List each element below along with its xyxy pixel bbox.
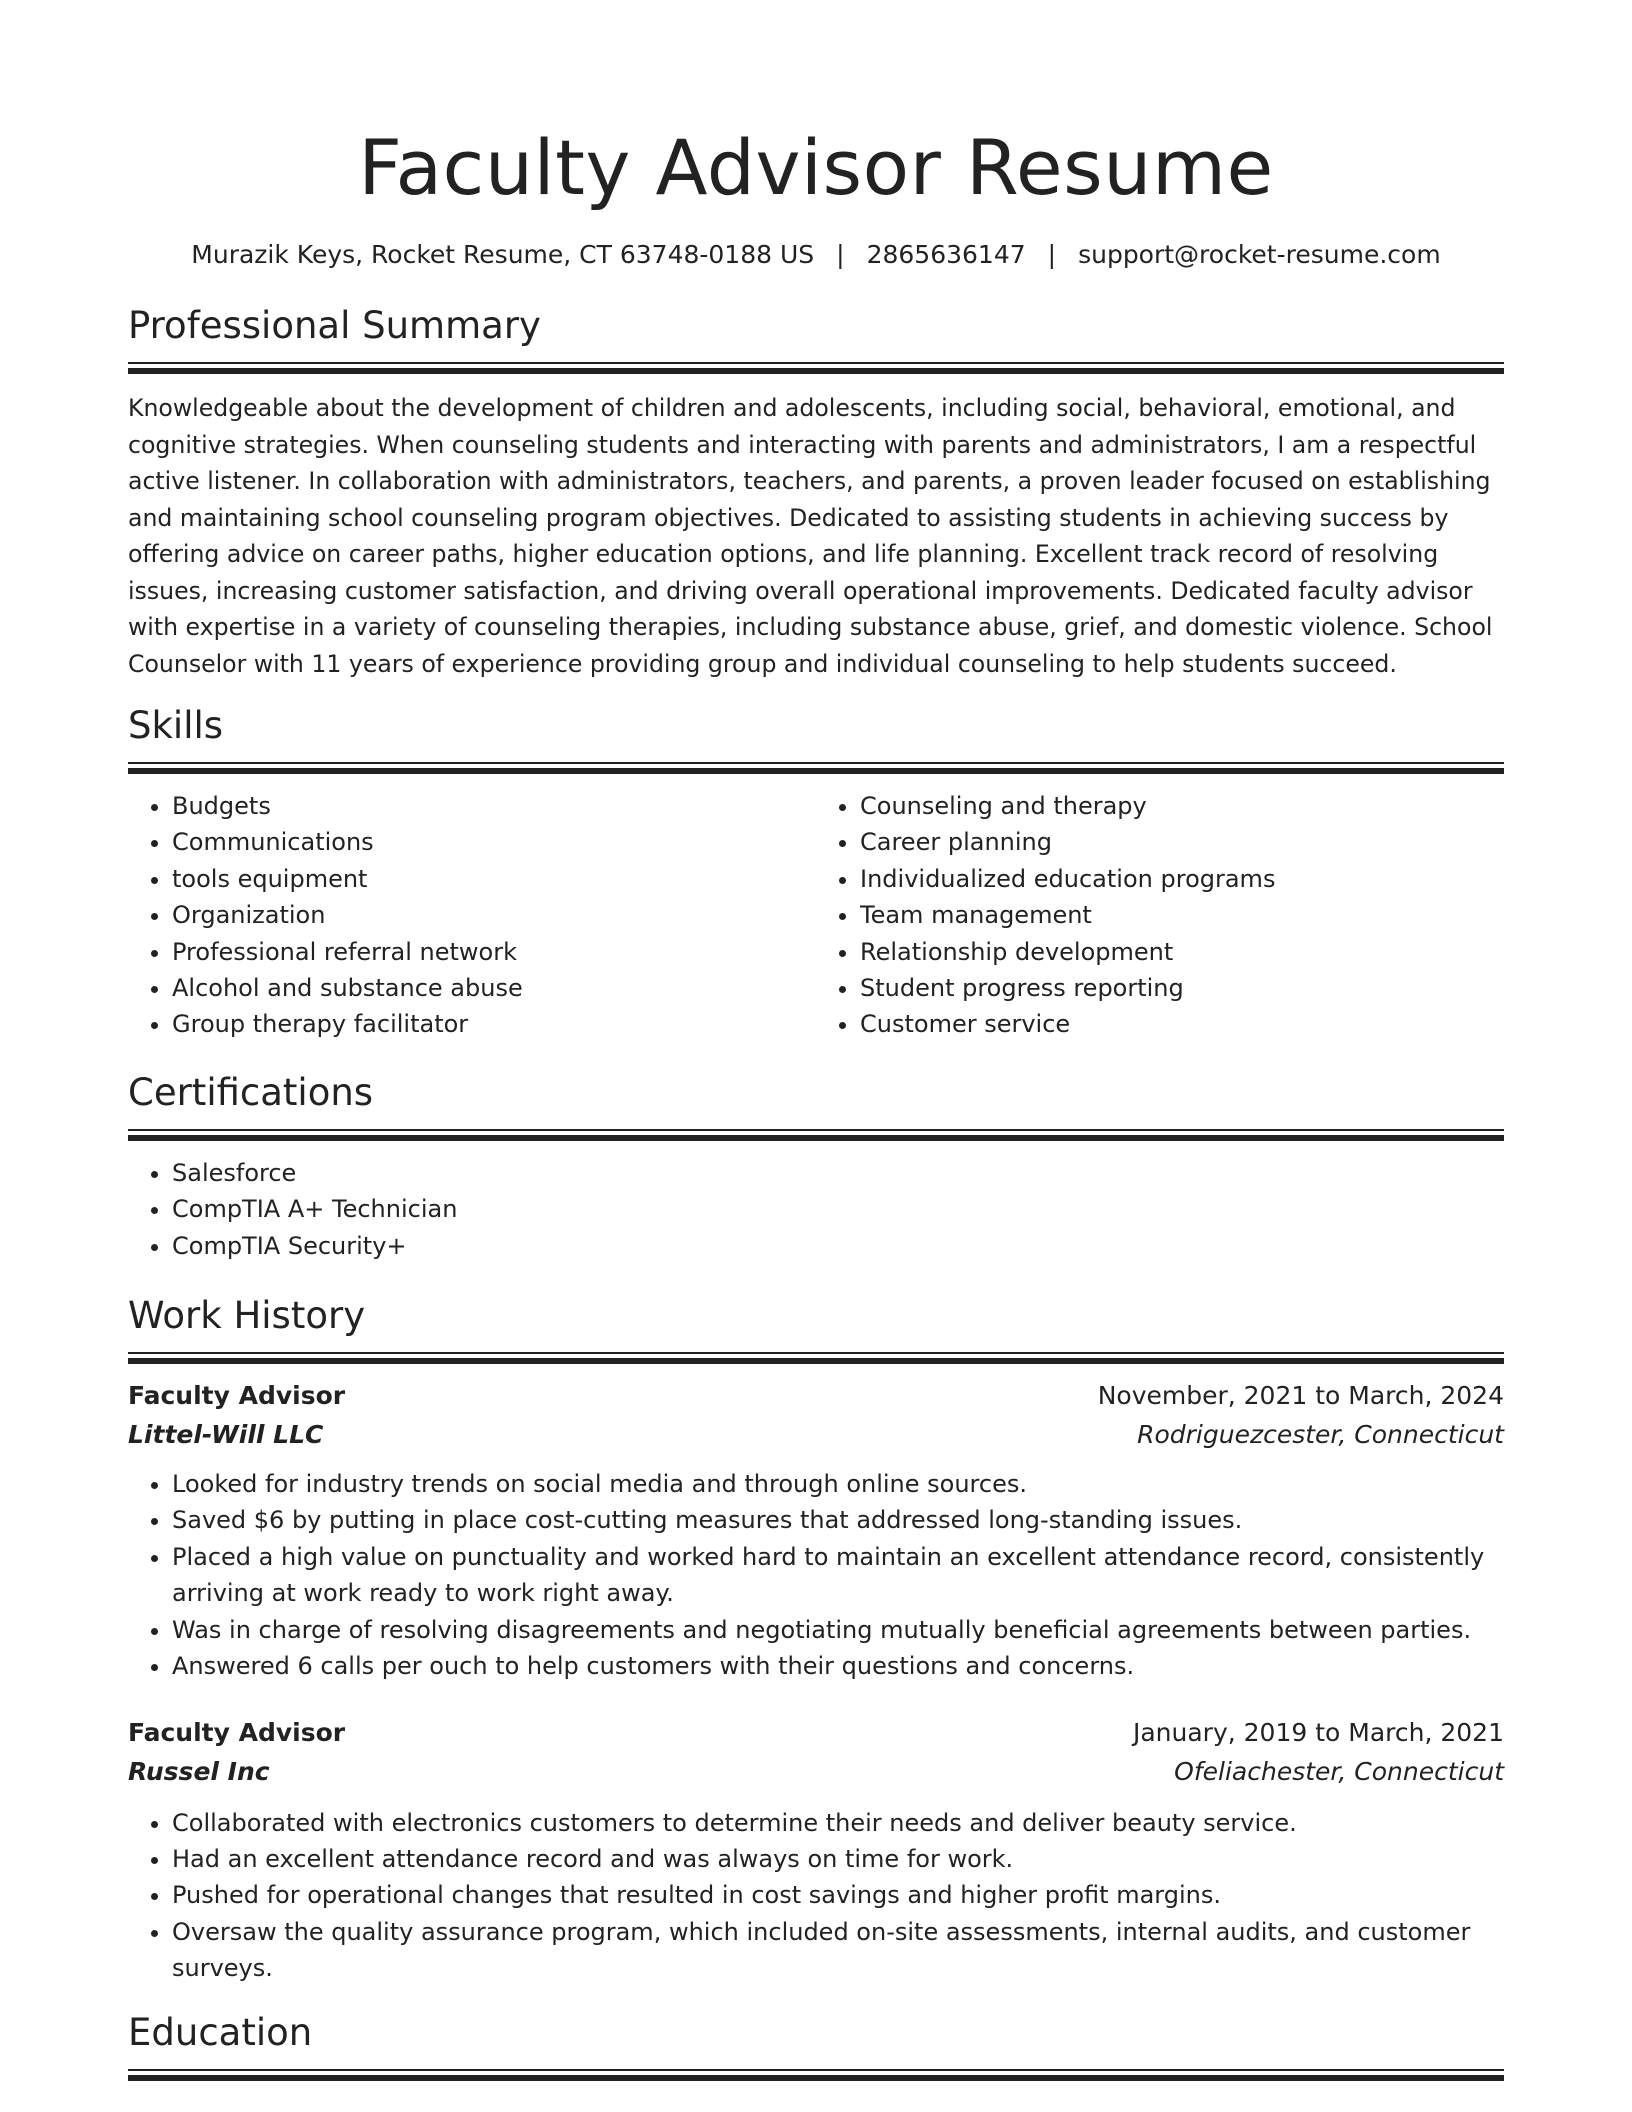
skill-item: • Organization (172, 897, 816, 933)
job-dates: November, 2021 to March, 2024 (1097, 1381, 1504, 1411)
skill-item: • Student progress reporting (860, 970, 1504, 1006)
resume-page (128, 0, 1504, 2081)
job-subheader (128, 1415, 1504, 1454)
summary-section (128, 302, 1504, 682)
section-divider (128, 1352, 1504, 1364)
skill-item: • Group therapy facilitator (172, 1006, 816, 1042)
contact-phone: 2865636147 (866, 240, 1026, 269)
section-heading-work-history: Work History (128, 1294, 366, 1338)
job-bullet: • Was in charge of resolving disagreements and negotiating mutually beneficial agreements between parties. (172, 1612, 1504, 1648)
skills-section (128, 702, 1504, 1043)
skill-item: • Relationship development (860, 934, 1504, 970)
job-bullet: • Oversaw the quality assurance program, which included on-site assessments, internal audits, and customer surveys. (172, 1914, 1504, 1987)
job-location: Ofeliachester, Connecticut (1174, 1756, 1504, 1786)
skill-item: • tools equipment (172, 861, 816, 897)
job-company: Russel Inc (128, 1756, 270, 1786)
education-section (128, 2009, 1504, 2081)
skill-item: • Counseling and therapy (860, 788, 1504, 824)
job-dates: January, 2019 to March, 2021 (1132, 1717, 1504, 1747)
section-heading-education: Education (128, 2010, 313, 2054)
skill-item: • Customer service (860, 1006, 1504, 1042)
contact-separator: | (836, 240, 845, 269)
contact-separator: | (1047, 240, 1057, 269)
job-header (128, 1713, 1504, 1752)
skills-grid (128, 788, 1504, 1043)
section-divider (128, 362, 1504, 374)
skill-item: • Career planning (860, 824, 1504, 860)
section-heading-summary: Professional Summary (128, 304, 541, 347)
work-history-section (128, 1292, 1504, 1986)
certifications-section (128, 1069, 1504, 1264)
section-heading-skills: Skills (128, 704, 224, 747)
job-header (128, 1376, 1504, 1415)
skill-item: • Individualized education programs (860, 861, 1504, 897)
job-title: Faculty Advisor (128, 1381, 346, 1411)
skill-item: • Alcohol and substance abuse (172, 970, 816, 1006)
job-bullet: • Had an excellent attendance record and was always on time for work. (172, 1841, 1504, 1877)
job-bullet: • Placed a high value on punctuality and worked hard to maintain an excellent attendance record, consistently arriving at work ready to work right away. (172, 1539, 1504, 1612)
skills-list-left (128, 788, 816, 1043)
summary-text: Knowledgeable about the development of children and adolescents, including social, behavioral, emotional, and cognitive strategies. When counseling students and interacting with parents and administrators, I am a respectful active listener. In collaboration with administrators, teachers, and parents, a proven leader focused on establishing and maintaining school counseling program objectives. Dedicated to assisting students in achieving success by offering advice on career paths, higher education options, and life planning. Excellent track record of resolving issues, increasing customer satisfaction, and driving overall operational improvements. Dedicated faculty advisor with expertise in a variety of counseling therapies, including substance abuse, grief, and domestic violence. School Counselor with 11 years of experience providing group and individual counseling to help students succeed. (128, 394, 1493, 678)
certification-item: • CompTIA A+ Technician (172, 1191, 1504, 1227)
skill-item: • Team management (860, 897, 1504, 933)
skills-list-right (816, 788, 1504, 1043)
certifications-list (128, 1155, 1504, 1264)
section-divider (128, 762, 1504, 774)
certification-item: • Salesforce (172, 1155, 1504, 1191)
skill-item: • Budgets (172, 788, 816, 824)
section-divider (128, 1129, 1504, 1141)
contact-line (128, 238, 1504, 272)
job-subheader (128, 1752, 1504, 1791)
job-title: Faculty Advisor (128, 1717, 346, 1747)
job-bullet: • Looked for industry trends on social media and through online sources. (172, 1466, 1504, 1502)
job-entry (128, 1376, 1504, 1684)
section-heading-certifications: Certifications (128, 1070, 374, 1114)
job-bullet: • Pushed for operational changes that resulted in cost savings and higher profit margins. (172, 1877, 1504, 1913)
job-bullet: • Saved $6 by putting in place cost-cutting measures that addressed long-standing issues. (172, 1502, 1504, 1538)
job-bullets (128, 1805, 1504, 1987)
resume-title: Faculty Advisor Resume (358, 123, 1274, 212)
job-bullet: • Collaborated with electronics customers to determine their needs and deliver beauty service. (172, 1805, 1504, 1841)
job-location: Rodriguezcester, Connecticut (1137, 1420, 1504, 1450)
job-bullet: • Answered 6 calls per ouch to help customers with their questions and concerns. (172, 1648, 1504, 1684)
contact-address: Murazik Keys, Rocket Resume, CT 63748-0188 US (191, 240, 815, 269)
job-company: Littel-Will LLC (128, 1420, 324, 1450)
contact-email: support@rocket-resume.com (1078, 240, 1441, 269)
skill-item: • Professional referral network (172, 934, 816, 970)
certification-item: • CompTIA Security+ (172, 1228, 1504, 1264)
job-bullets (128, 1466, 1504, 1684)
skill-item: • Communications (172, 824, 816, 860)
job-entry (128, 1713, 1504, 1987)
section-divider (128, 2069, 1504, 2081)
